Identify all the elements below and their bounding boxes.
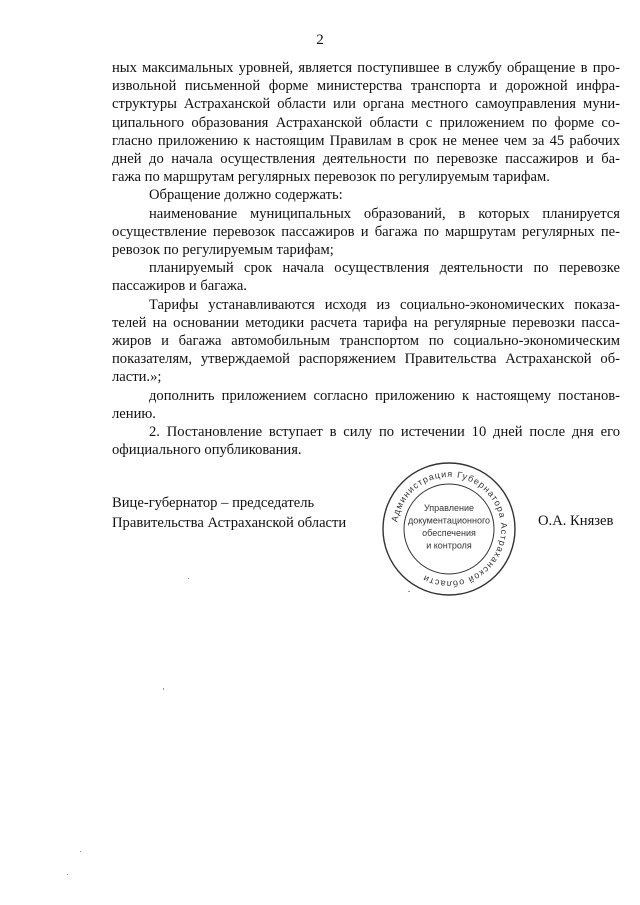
text-line: дополнить приложением согласно приложению к настоящему постанов- <box>149 387 620 404</box>
paragraph <box>112 59 620 186</box>
stamp-center-line: обеспечения <box>422 528 476 538</box>
text-line: официального опубликования. <box>112 442 302 459</box>
text-line: планируемый срок начала осуществления деятельности по перевозке <box>149 260 620 277</box>
signatory-name: О.А. Князев <box>538 513 614 529</box>
paragraph <box>112 259 620 295</box>
page-number: 2 <box>316 32 324 48</box>
stamp-center-line: и контроля <box>426 540 472 551</box>
scan-speck <box>80 851 81 852</box>
text-line: ревозок по регулируемым тарифам; <box>112 242 334 259</box>
text-line: структуры Астраханской области или органа местного самоуправления муни- <box>112 96 620 113</box>
paragraph <box>112 387 620 423</box>
signatory-title-line-2: Правительства Астраханской области <box>112 515 347 531</box>
text-line: 2. Постановление вступает в силу по истечении 10 дней после дня его <box>149 424 620 441</box>
signatory-title <box>112 493 346 533</box>
stamp-center-line: документационного <box>407 515 491 526</box>
scan-speck <box>188 578 189 579</box>
text-line: ных максимальных уровней, является поступившее в службу обращение в про- <box>112 60 620 76</box>
text-line: Тарифы устанавливаются исходя из социально-экономических показа- <box>149 296 620 313</box>
text-line: показателям, утверждаемой распоряжением Правительства Астраханской об- <box>112 351 620 368</box>
stamp-center-text <box>408 503 490 551</box>
text-line: гласно приложению к настоящим Правилам в срок не менее чем за 45 рабочих <box>112 132 620 149</box>
document-body <box>112 59 620 459</box>
text-line: лению. <box>112 405 156 422</box>
text-line: осуществление перевозок пассажиров и багажа по маршрутам регулярных пе- <box>112 223 620 240</box>
text-line: пассажиров и багажа. <box>112 278 247 295</box>
paragraph <box>112 205 620 260</box>
text-line: извольной письменной форме министерства транспорта и дорожной инфра- <box>112 78 620 95</box>
scan-speck <box>408 591 410 592</box>
text-line: наименование муниципальных образований, в которых планируется <box>149 205 620 222</box>
text-line: ласти.»; <box>112 369 162 386</box>
signatory-title-line-1: Вице-губернатор – председатель <box>112 495 315 511</box>
text-line: телей на основании методики расчета тарифа на регулярные перевозки пасса- <box>112 314 620 331</box>
paragraph <box>112 296 620 387</box>
text-line: жиров и багажа автомобильным транспортом по социально-экономическим <box>112 333 620 350</box>
stamp-center-line: Управление <box>423 503 475 513</box>
official-stamp <box>379 459 519 599</box>
scan-speck <box>67 874 68 875</box>
text-line: Обращение должно содержать: <box>149 187 343 204</box>
text-line: ципального образования Астраханской области с приложением по форме со- <box>112 114 620 131</box>
scan-speck <box>163 688 164 690</box>
paragraph <box>112 423 620 459</box>
text-line: дней до начала осуществления деятельности по перевозке пассажиров и ба- <box>112 151 620 168</box>
text-line: гажа по маршрутам регулярных перевозок по регулируемым тарифам. <box>112 169 550 186</box>
stamp-ring-text: Администрация Губернатора Астраханской области <box>389 468 510 590</box>
paragraph <box>112 186 620 204</box>
